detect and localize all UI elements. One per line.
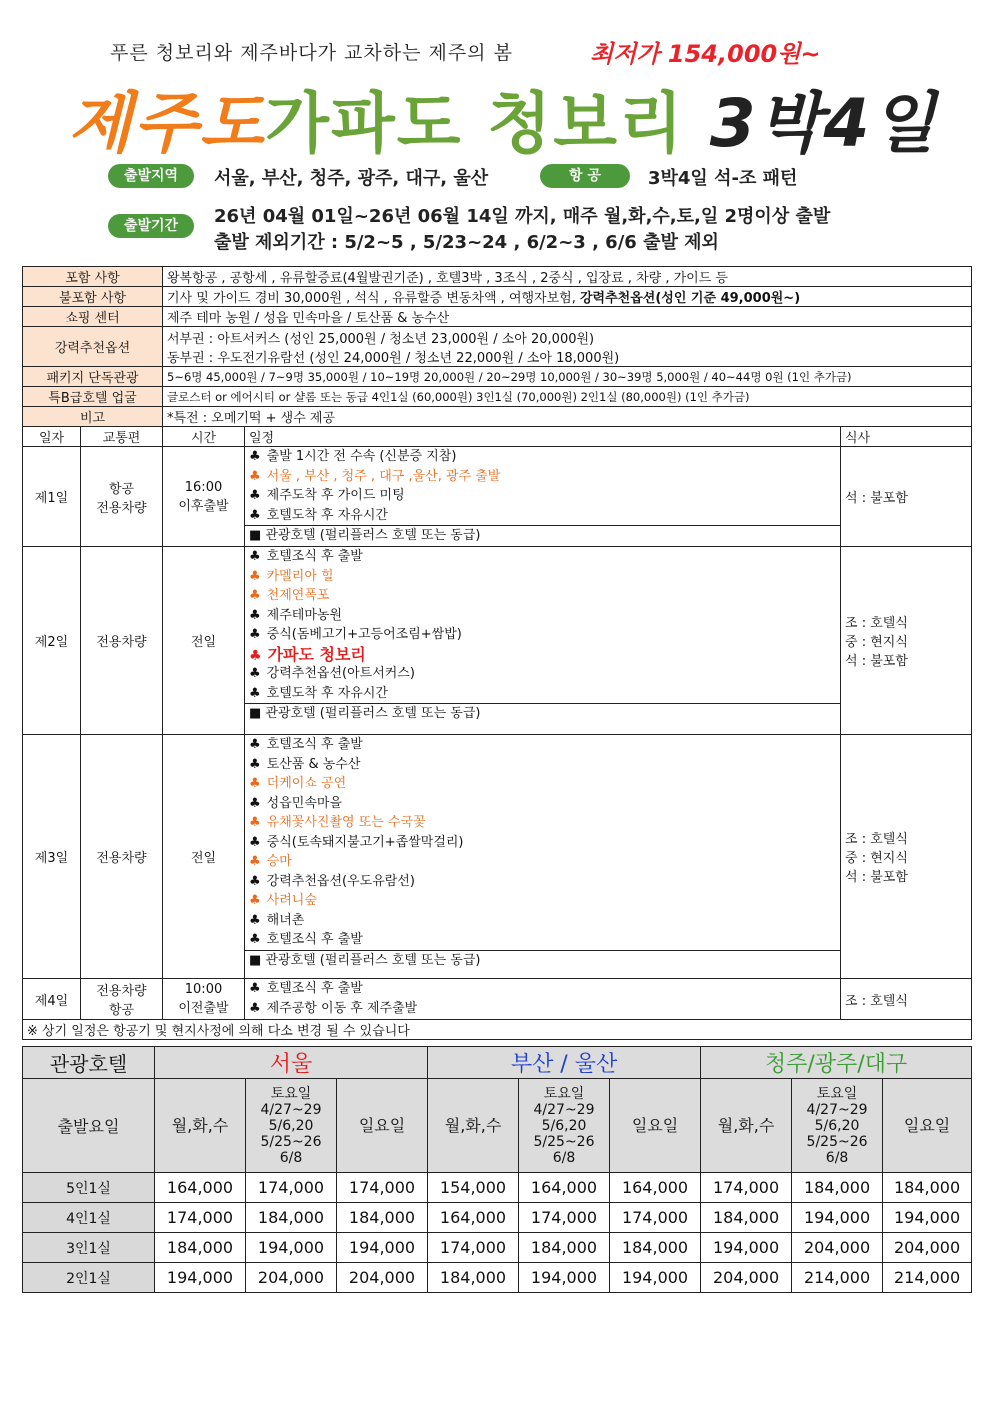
price-body [23,1173,972,1293]
weekday-col: 월,화,수 [428,1079,519,1173]
sunday-col: 일요일 [337,1079,428,1173]
club-icon: ♣ [249,627,261,642]
shop-label: 쇼핑 센터 [23,307,163,327]
itinerary-text: 사려니숲 [266,893,317,908]
price-cell: 184,000 [610,1233,701,1263]
itinerary-item [249,999,836,1019]
day-cell: 제4일 [23,979,81,1020]
itinerary-item [249,979,836,999]
price-cell: 194,000 [519,1263,610,1293]
option-east: 동부권 : 우도전기유람선 (성인 24,000원 / 청소년 22,000원 / 소아 18,000원) [167,350,620,366]
itinerary-item [249,664,836,684]
time-cell: 16:00 이후출발 [163,447,245,547]
itinerary-item [249,486,836,506]
itinerary-text: 호텔도착 후 자유시간 [266,685,388,701]
period-line-2: 출발 제외기간 : 5/2~5 , 5/23~24 , 6/2~3 , 6/6 출발 제외 [214,232,719,253]
schedule-row [23,979,972,1020]
itinerary-text: 유채꽃사진촬영 또는 수국꽃 [266,815,426,830]
low-price: 최저가 154,000원~ [590,40,821,68]
room-type: 5인1실 [23,1173,155,1203]
hotel-line: ■ 관광호텔 (펄리플러스 호텔 또는 동급) [245,703,840,723]
note-label: 비고 [23,407,163,427]
itinerary-item [249,447,836,467]
price-cell: 204,000 [701,1263,792,1293]
hotel-line: ■ 관광호텔 (펄리플러스 호텔 또는 동급) [245,950,840,970]
tagline: 푸른 청보리와 제주바다가 교차하는 제주의 봄 [110,42,513,64]
price-cell: 164,000 [610,1173,701,1203]
price-cell: 184,000 [883,1173,972,1203]
itinerary-text: 중식(돔베고기+고등어조림+쌈밥) [266,627,462,642]
itinerary-text: 카멜리아 힐 [266,568,334,584]
itinerary-text: 서울 , 부산 , 청주 , 대구 ,울산, 광주 출발 [266,468,501,484]
price-cell: 174,000 [701,1173,792,1203]
saturday-col: 토요일 4/27~29 5/6,20 5/25~26 6/8 [246,1079,337,1173]
itinerary-text: 호텔조식 후 출발 [266,549,363,564]
club-icon: ♣ [249,666,261,681]
price-cell: 214,000 [792,1263,883,1293]
schedule-row [23,547,972,735]
time-cell: 전일 [163,547,245,735]
itinerary-item [249,872,836,892]
itinerary-text: 강력추천옵션(아트서커스) [266,666,415,681]
club-icon: ♣ [249,873,261,889]
sunday-col: 일요일 [610,1079,701,1173]
itinerary-item [249,911,836,931]
meal-cell: 조 : 호텔식 [841,979,972,1020]
club-icon: ♣ [249,647,262,664]
itinerary-item [249,755,836,775]
time-cell: 전일 [163,735,245,979]
club-icon: ♣ [249,488,261,503]
itinerary-item [249,625,836,645]
price-cell: 184,000 [246,1203,337,1233]
sunday-col: 일요일 [883,1079,972,1173]
itinerary-cell [245,979,841,1020]
itinerary-cell [245,735,841,979]
itinerary-item [249,735,836,755]
itinerary-item [249,930,836,950]
price-cell: 164,000 [155,1173,246,1203]
exclude-label: 불포함 사항 [23,287,163,307]
club-icon: ♣ [249,795,261,811]
itinerary-text: 가파도 청보리 [267,644,366,664]
price-row [23,1173,972,1203]
itinerary-item [249,506,836,526]
depart-regions: 서울, 부산, 청주, 광주, 대구, 울산 [214,168,489,189]
itinerary-text: 해녀촌 [266,912,305,928]
price-cell: 184,000 [337,1203,428,1233]
club-icon: ♣ [249,932,261,947]
club-icon: ♣ [249,549,261,564]
header-time: 시간 [163,427,245,447]
period-line-1: 26년 04월 01일~26년 06월 14일 까지, 매주 월,화,수,토,일 2명이상 출발 [214,206,831,227]
price-cell: 174,000 [337,1173,428,1203]
itinerary-item [249,586,836,606]
itinerary-item [249,774,836,794]
time-cell: 10:00 이전출발 [163,979,245,1020]
itinerary-text: 더케이쇼 공연 [266,776,347,791]
header-schedule: 일정 [245,427,841,447]
itinerary-item [249,606,836,626]
price-cell: 184,000 [155,1233,246,1263]
price-cell: 164,000 [428,1203,519,1233]
include-value: 왕복항공 , 공항세 , 유류할증료(4월발권기준) , 호텔3박 , 3조식 , 2중식 , 입장료 , 차량 , 가이드 등 [163,267,972,287]
header-day: 일자 [23,427,81,447]
price-hotel-label: 관광호텔 [23,1047,155,1079]
club-icon: ♣ [249,449,261,464]
depart-day-label: 출발요일 [23,1079,155,1173]
price-cell: 174,000 [428,1233,519,1263]
itinerary-item [249,891,836,911]
price-cell: 194,000 [246,1233,337,1263]
club-icon: ♣ [249,893,261,908]
club-icon: ♣ [249,685,261,701]
itinerary-text: 천제연폭포 [266,588,330,603]
room-type: 4인1실 [23,1203,155,1233]
club-icon: ♣ [249,981,261,996]
transport-cell: 전용차량 [81,735,163,979]
day-cell: 제1일 [23,447,81,547]
weekday-col: 월,화,수 [701,1079,792,1173]
price-row [23,1263,972,1293]
price-row [23,1203,972,1233]
hotel-upgrade-value: 글로스터 or 에어시티 or 샬롬 또는 동급 4인1실 (60,000원) 3인1실 (70,000원) 2인1실 (80,000원) (1인 추가금) [163,387,972,407]
hotel-upgrade-label: 특B급호텔 업굴 [23,387,163,407]
club-icon: ♣ [249,834,261,850]
transport-cell: 전용차량 [81,547,163,735]
club-icon: ♣ [249,815,261,830]
exclude-option: 강력추천옵션(성인 기준 49,000원~) [580,291,801,306]
include-label: 포함 사항 [23,267,163,287]
header-meal: 식사 [841,427,972,447]
exclude-cell [163,287,972,307]
schedule-body [23,447,972,1020]
price-row [23,1233,972,1263]
price-cell: 204,000 [337,1263,428,1293]
option-west: 서부권 : 아트서커스 (성인 25,000원 / 청소년 23,000원 / 소아 20,000원) [167,331,595,347]
header-transport: 교통편 [81,427,163,447]
region-busan: 부산 / 울산 [428,1047,701,1079]
itinerary-text: 중식(토속돼지불고기+좁쌀막걸리) [266,834,464,850]
meal-cell: 조 : 호텔식 중 : 현지식 석 : 불포함 [841,547,972,735]
price-cell: 214,000 [883,1263,972,1293]
header [0,0,992,262]
itinerary-item [249,547,836,567]
price-cell: 194,000 [155,1263,246,1293]
saturday-col: 토요일 4/27~29 5/6,20 5/25~26 6/8 [792,1079,883,1173]
price-cell: 194,000 [610,1263,701,1293]
itinerary-text: 제주도착 후 가이드 미팅 [266,488,405,503]
itinerary-item [249,567,836,587]
club-icon: ♣ [249,507,261,523]
weekday-col: 월,화,수 [155,1079,246,1173]
meal-cell: 조 : 호텔식 중 : 현지식 석 : 불포함 [841,735,972,979]
itinerary-text: 호텔조식 후 출발 [266,737,363,752]
itinerary-text: 토산품 & 농수산 [266,756,361,772]
price-cell: 184,000 [701,1203,792,1233]
itinerary-item [249,467,836,487]
itinerary-cell [245,547,841,735]
club-icon: ♣ [249,607,261,623]
itinerary-text: 제주공항 이동 후 제주출발 [266,1000,418,1016]
itinerary-text: 출발 1시간 전 수속 (신분증 지참) [266,449,457,464]
price-cell: 154,000 [428,1173,519,1203]
price-cell: 174,000 [519,1203,610,1233]
price-cell: 194,000 [701,1233,792,1263]
club-icon: ♣ [249,568,261,584]
option-cell [163,327,972,367]
day-cell: 제3일 [23,735,81,979]
price-cell: 204,000 [792,1233,883,1263]
itinerary-item [249,645,836,665]
air-pill: 항 공 [540,164,630,188]
transport-cell: 전용차량 항공 [81,979,163,1020]
itinerary-text: 제주테마농원 [266,607,343,623]
price-cell: 204,000 [883,1233,972,1263]
period-pill: 출발기간 [108,214,194,238]
depart-day-row [23,1079,972,1173]
itinerary-cell [245,447,841,547]
price-cell: 194,000 [792,1203,883,1233]
option-label: 강력추천옵션 [23,327,163,367]
transport-cell: 항공 전용차량 [81,447,163,547]
title-jeju: 제주도 [68,85,266,162]
itinerary-item [249,833,836,853]
club-icon: ♣ [249,588,261,603]
itinerary-text: 호텔조식 후 출발 [266,932,363,947]
price-cell: 174,000 [246,1173,337,1203]
exclude-value: 기사 및 가이드 경비 30,000원 , 석식 , 유류할증 변동차액 , 여행자보험, [167,291,580,306]
itinerary-text: 강력추천옵션(우도유람선) [266,873,415,889]
day-cell: 제2일 [23,547,81,735]
price-table [22,1046,972,1293]
price-cell: 194,000 [883,1203,972,1233]
itinerary-item [249,813,836,833]
price-cell: 174,000 [155,1203,246,1233]
shop-value: 제주 테마 농원 / 성읍 민속마을 / 토산품 & 농수산 [163,307,972,327]
club-icon: ♣ [249,756,261,772]
price-cell: 204,000 [246,1263,337,1293]
itinerary-text: 호텔도착 후 자유시간 [266,507,388,523]
club-icon: ♣ [249,912,261,928]
club-icon: ♣ [249,1000,261,1016]
info-table [22,266,972,1040]
saturday-col: 토요일 4/27~29 5/6,20 5/25~26 6/8 [519,1079,610,1173]
price-cell: 184,000 [428,1263,519,1293]
depart-region-pill: 출발지역 [108,164,194,188]
club-icon: ♣ [249,776,261,791]
itinerary-item [249,684,836,704]
title-gapado: 가파도 청보리 [265,85,685,162]
club-icon: ♣ [249,737,261,752]
itinerary-text: 성읍민속마을 [266,795,343,811]
title-duration: 3박4일 [709,85,938,162]
price-cell: 184,000 [519,1233,610,1263]
region-seoul: 서울 [155,1047,428,1079]
region-cheong: 청주/광주/대구 [701,1047,972,1079]
meal-cell: 석 : 불포함 [841,447,972,547]
schedule-row [23,447,972,547]
package-value: 5~6명 45,000원 / 7~9명 35,000원 / 10~19명 20,000원 / 20~29명 10,000원 / 30~39명 5,000원 / 40~44명 0원 (1인 추가금) [163,367,972,387]
itinerary-item [249,852,836,872]
note-value: *특전 : 오메기떡 + 생수 제공 [163,407,972,427]
itinerary-text: 호텔조식 후 출발 [266,981,363,996]
price-cell: 164,000 [519,1173,610,1203]
price-cell: 194,000 [337,1233,428,1263]
itinerary-item [249,794,836,814]
schedule-footnote: ※ 상기 일정은 항공기 및 현지사정에 의해 다소 변경 될 수 있습니다 [23,1020,972,1040]
price-cell: 174,000 [610,1203,701,1233]
room-type: 2인1실 [23,1263,155,1293]
air-value: 3박4일 석-조 패턴 [648,168,798,189]
room-type: 3인1실 [23,1233,155,1263]
price-cell: 184,000 [792,1173,883,1203]
main-title [68,70,937,165]
club-icon: ♣ [249,854,261,869]
hotel-line: ■ 관광호텔 (펄리플러스 호텔 또는 동급) [245,525,840,545]
itinerary-text: 승마 [266,854,292,869]
club-icon: ♣ [249,468,261,484]
schedule-row [23,735,972,979]
package-label: 패키지 단독관광 [23,367,163,387]
